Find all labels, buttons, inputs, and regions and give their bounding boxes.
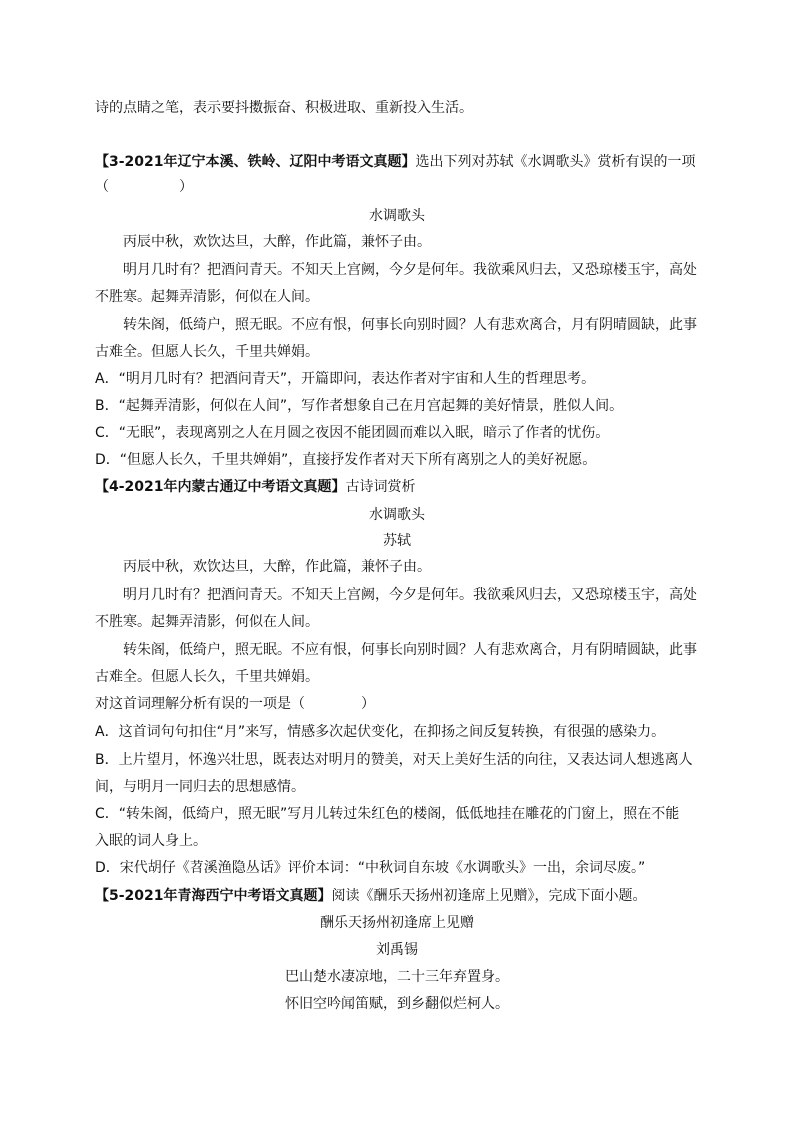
- q3-option-a: A．“明月几时有？把酒问青天”，开篇即问，表达作者对宇宙和人生的哲理思考。: [95, 371, 596, 387]
- q4-question: 对这首词理解分析有误的一项是（ ）: [95, 696, 375, 712]
- q3-option-d: D．“但愿人长久，千里共婵娟”，直接抒发作者对天下所有离别之人的美好祝愿。: [95, 452, 597, 468]
- q3-header: 【3-2021年辽宁本溪、铁岭、辽阳中考语文真题】: [95, 154, 416, 170]
- q4-option-d: D．宋代胡仔《苕溪渔隐丛话》评价本词：“中秋词自东坡《水调歌头》一出，余词尽废。”: [95, 860, 646, 876]
- q3-answer-blank: （ ）: [95, 179, 193, 195]
- q4-poem-author: 苏轼: [383, 533, 411, 549]
- q4-option-b-cont: 间，与明月一同归去的思想感情。: [95, 779, 305, 795]
- intro-tail-text: 诗的点睛之笔，表示要抖擞振奋、积极进取、重新投入生活。: [95, 100, 473, 116]
- q4-header: 【4-2021年内蒙古通辽中考语文真题】: [95, 479, 346, 495]
- q5-poem-author: 刘禹锡: [376, 942, 418, 958]
- q5-poem-line: 怀旧空吟闻笛赋，到乡翻似烂柯人。: [285, 996, 509, 1012]
- q4-poem-line: 转朱阁，低绮户，照无眠。不应有恨，何事长向别时圆？人有悲欢离合，月有阴晴圆缺，此事: [123, 642, 697, 658]
- q3-poem-line: 转朱阁，低绮户，照无眠。不应有恨，何事长向别时圆？人有悲欢离合，月有阴晴圆缺，此事: [123, 317, 697, 333]
- q3-poem-line: 明月几时有？把酒问青天。不知天上宫阙，今夕是何年。我欲乘风归去，又恐琼楼玉宇，高处: [123, 262, 697, 278]
- q3-poem-line: 不胜寒。起舞弄清影，何似在人间。: [95, 289, 319, 305]
- q4-poem-line: 明月几时有？把酒问青天。不知天上宫阙，今夕是何年。我欲乘风归去，又恐琼楼玉宇，高处: [123, 587, 697, 603]
- q5-prompt: 阅读《酬乐天扬州初逢席上见赠》，完成下面小题。: [331, 888, 647, 904]
- q5-header: 【5-2021年青海西宁中考语文真题】: [95, 888, 332, 904]
- q4-option-c: C．“转朱阁，低绮户，照无眠”写月儿转过朱红色的楼阁，低低地挂在雕花的门窗上，照在不能: [95, 806, 680, 822]
- q4-prompt: 古诗词赏析: [345, 479, 416, 495]
- q5-poem-line: 巴山楚水凄凉地，二十三年弃置身。: [285, 969, 509, 985]
- q3-poem-preface: 丙辰中秋，欢饮达旦，大醉，作此篇，兼怀子由。: [123, 234, 431, 250]
- q3-prompt: 选出下列对苏轼《水调歌头》赏析有误的一项: [415, 154, 696, 170]
- q4-poem-title: 水调歌头: [369, 507, 425, 523]
- q3-option-c: C．“无眠”，表现离别之人在月圆之夜因不能团圆而难以入眠，暗示了作者的忧伤。: [95, 425, 610, 441]
- q4-poem-preface: 丙辰中秋，欢饮达旦，大醉，作此篇，兼怀子由。: [123, 559, 431, 575]
- q5-poem-title: 酬乐天扬州初逢席上见赠: [320, 915, 474, 931]
- q4-heading: [95, 477, 416, 497]
- q3-poem-title: 水调歌头: [369, 208, 425, 224]
- q4-option-b: B．上片望月，怀逸兴壮思，既表达对明月的赞美，对天上美好生活的向往，又表达词人想逃离人: [95, 752, 693, 768]
- q3-heading: [95, 152, 696, 172]
- q4-option-c-cont: 入眠的词人身上。: [95, 833, 207, 849]
- q4-poem-line: 古难全。但愿人长久，千里共婵娟。: [95, 669, 319, 685]
- q3-option-b: B．“起舞弄清影，何似在人间”，写作者想象自己在月宫起舞的美好情景，胜似人间。: [95, 398, 624, 414]
- q5-heading: [95, 886, 647, 906]
- q3-poem-line: 古难全。但愿人长久，千里共婵娟。: [95, 344, 319, 360]
- q4-option-a: A．这首词句句扣住“月”来写，情感多次起伏变化，在抑扬之间反复转换，有很强的感染力。: [95, 724, 666, 740]
- q4-poem-line: 不胜寒。起舞弄清影，何似在人间。: [95, 614, 319, 630]
